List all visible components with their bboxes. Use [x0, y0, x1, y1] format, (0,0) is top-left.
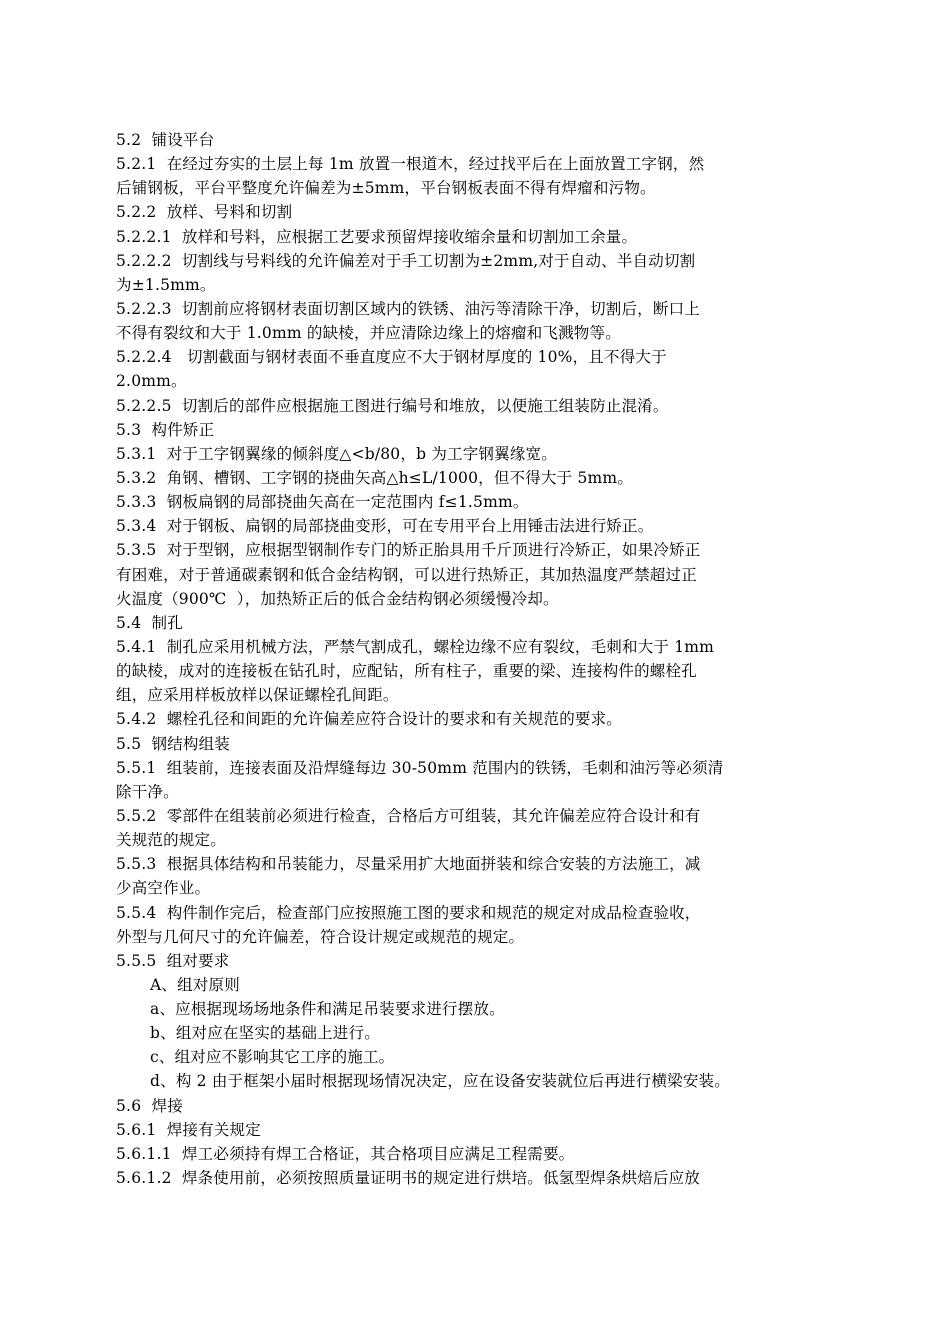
paragraph-line: 5.2.2.2 切割线与号料线的允许偏差对于手工切割为±2mm,对于自动、半自动切割	[116, 251, 696, 270]
subsection-heading-5-2-2: 5.2.2 放样、号料和切割	[116, 203, 293, 222]
paragraph-line: 5.5.3 根据具体结构和吊装能力，尽量采用扩大地面拼装和综合安装的方法施工，减	[116, 855, 701, 874]
paragraph-line: 5.3.1 对于工字钢翼缘的倾斜度△<b/80，b 为工字钢翼缘宽。	[116, 444, 557, 463]
paragraph-line: 5.2.2.3 切割前应将钢材表面切割区域内的铁锈、油污等清除干净，切割后，断口上	[116, 299, 700, 318]
paragraph-line: 5.2.2.5 切割后的部件应根据施工图进行编号和堆放，以便施工组装防止混淆。	[116, 396, 669, 415]
list-item: c、组对应不影响其它工序的施工。	[150, 1048, 395, 1067]
paragraph-line: 不得有裂纹和大于 1.0mm 的缺棱，并应清除边缘上的熔瘤和飞溅物等。	[116, 324, 621, 343]
paragraph-line: 5.4.1 制孔应采用机械方法，严禁气割成孔，螺栓边缘不应有裂纹，毛刺和大于 1mm	[116, 637, 715, 656]
list-item: d、构 2 由于框架小届时根据现场情况决定，应在设备安装就位后再进行横梁安装。	[150, 1072, 730, 1091]
paragraph-line: 5.3.2 角钢、槽钢、工字钢的挠曲矢高△h≤L/1000，但不得大于 5mm。	[116, 468, 634, 487]
section-heading-5-3: 5.3 构件矫正	[116, 420, 215, 439]
subsection-heading-5-6-1: 5.6.1 焊接有关规定	[116, 1120, 261, 1139]
paragraph-line: 5.2.1 在经过夯实的土层上每 1m 放置一根道木，经过找平后在上面放置工字钢，然	[116, 155, 705, 174]
paragraph-line: 有困难，对于普通碳素钢和低合金结构钢，可以进行热矫正，其加热温度严禁超过正	[116, 565, 697, 584]
paragraph-line: 5.6.1.2 焊条使用前，必须按照质量证明书的规定进行烘培。低氢型焊条烘焙后应放	[116, 1169, 700, 1188]
paragraph-line: 5.3.3 钢板扁钢的局部挠曲矢高在一定范围内 f≤1.5mm。	[116, 493, 529, 512]
paragraph-line: 5.3.4 对于钢板、扁钢的局部挠曲变形，可在专用平台上用锤击法进行矫正。	[116, 517, 654, 536]
paragraph-line: 5.2.2.1 放样和号料，应根据工艺要求预留焊接收缩余量和切割加工余量。	[116, 227, 638, 246]
paragraph-line: 组，应采用样板放样以保证螺栓孔间距。	[116, 686, 399, 705]
paragraph-line: 5.5.4 构件制作完后，检查部门应按照施工图的要求和规范的规定对成品检查验收，	[116, 903, 701, 922]
document-body	[116, 128, 840, 1190]
section-heading-5-5: 5.5 钢结构组装	[116, 734, 231, 753]
list-heading: A、组对原则	[150, 975, 240, 994]
paragraph-line: 火温度（900℃ ），加热矫正后的低合金结构钢必须缓慢冷却。	[116, 589, 559, 608]
paragraph-line: 5.6.1.1 焊工必须持有焊工合格证，其合格项目应满足工程需要。	[116, 1144, 575, 1163]
paragraph-line: 除干净。	[116, 782, 179, 801]
list-item: a、应根据现场场地条件和满足吊装要求进行摆放。	[150, 1000, 505, 1019]
paragraph-line: 5.5.1 组装前，连接表面及沿焊缝每边 30-50mm 范围内的铁锈，毛刺和油污等必须清	[116, 758, 724, 777]
section-heading-5-6: 5.6 焊接	[116, 1096, 183, 1115]
paragraph-line: 5.3.5 对于型钢，应根据型钢制作专门的矫正胎具用千斤顶进行冷矫正，如果冷矫正	[116, 541, 701, 560]
paragraph-line: 2.0mm。	[116, 372, 187, 391]
paragraph-line: 5.4.2 螺栓孔径和间距的允许偏差应符合设计的要求和有关规范的要求。	[116, 710, 622, 729]
paragraph-line: 的缺棱，成对的连接板在钻孔时，应配钻，所有柱子，重要的梁、连接构件的螺栓孔	[116, 662, 697, 681]
paragraph-line: 5.5.2 零部件在组装前必须进行检查，合格后方可组装，其允许偏差应符合设计和有	[116, 806, 701, 825]
paragraph-line: 为±1.5mm。	[116, 275, 216, 294]
section-heading-5-4: 5.4 制孔	[116, 613, 183, 632]
paragraph-line: 外型与几何尺寸的允许偏差，符合设计规定或规范的规定。	[116, 927, 525, 946]
subsection-heading-5-5-5: 5.5.5 组对要求	[116, 951, 230, 970]
paragraph-line: 5.2.2.4 切割截面与钢材表面不垂直度应不大于钢材厚度的 10%，且不得大于	[116, 348, 667, 367]
paragraph-line: 少高空作业。	[116, 879, 211, 898]
paragraph-line: 关规范的规定。	[116, 831, 226, 850]
section-heading-5-2: 5.2 铺设平台	[116, 131, 215, 149]
list-item: b、组对应在坚实的基础上进行。	[150, 1024, 380, 1043]
paragraph-line: 后铺钢板，平台平整度允许偏差为±5mm，平台钢板表面不得有焊瘤和污物。	[116, 179, 656, 198]
